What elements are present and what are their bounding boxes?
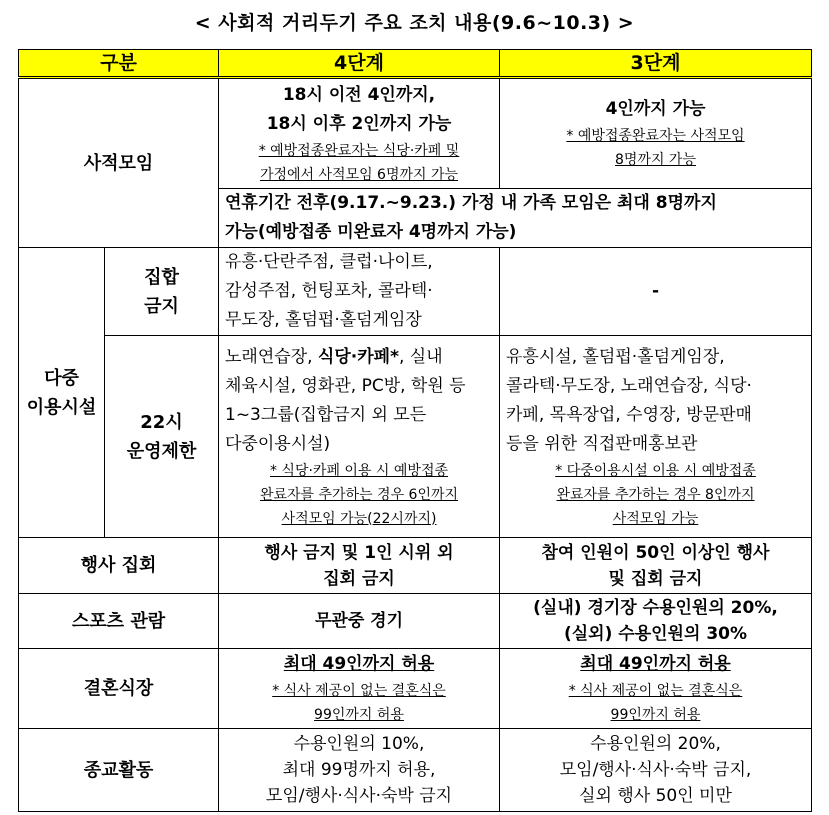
- limit-label-line: 운영제한: [126, 440, 197, 462]
- wedding-label: 결혼식장: [19, 649, 219, 729]
- sports-stage4: 무관중 경기: [219, 594, 500, 649]
- header-stage3: 3단계: [500, 50, 812, 78]
- limit-stage3-note: 사적모임 가능: [612, 510, 699, 527]
- ban-label-line: 집합: [144, 266, 179, 288]
- limit-stage4: [219, 336, 500, 538]
- limit-stage4-note: * 식당·카페 이용 시 예방접종: [269, 462, 448, 479]
- limit-stage3-note: * 다중이용시설 이용 시 예방접종: [555, 462, 756, 479]
- holiday-note: [219, 189, 812, 248]
- wedding-stage4-note: * 식사 제공이 없는 결혼식은: [272, 683, 446, 699]
- ban-row: [19, 248, 812, 336]
- sports-stage3-line: (실외) 수용인원의 30%: [563, 624, 748, 644]
- limit-stage3-line: 유흥시설, 홀덤펍·홀덤게임장,: [506, 346, 725, 367]
- limit-text-bold: 식당·카페*: [317, 346, 399, 367]
- holiday-text: 연휴기간 전후(9.17.~9.23.) 가정 내 가족 모임은 최대 8명까지: [225, 193, 717, 213]
- private-gathering-label: 사적모임: [19, 78, 219, 248]
- religion-stage3-line: 수용인원의 20%,: [590, 734, 721, 754]
- limit-stage3-note: 완료자를 추가하는 경우 8인까지: [556, 486, 755, 503]
- limit-stage4-line: [225, 343, 493, 372]
- limit-stage3-line: 콜라텍·무도장, 노래연습장, 식당·: [506, 375, 752, 396]
- events-stage4-line: 행사 금지 및 1인 시위 외: [264, 542, 454, 563]
- ban-stage4: [219, 248, 500, 336]
- religion-stage4-line: 모임/행사·식사·숙박 금지: [265, 786, 453, 806]
- private-gathering-row: [19, 78, 812, 189]
- religion-stage4: [219, 729, 500, 812]
- header-row: [19, 50, 812, 78]
- limit-stage4-note: 사적모임 가능(22시까지): [281, 510, 437, 527]
- religion-row: [19, 729, 812, 812]
- events-row: [19, 538, 812, 594]
- wedding-stage4-note: 99인까지 허용: [314, 707, 404, 723]
- religion-stage3-line: 실외 행사 50인 미만: [579, 786, 732, 806]
- limit-stage3-line: 카페, 목욕장업, 수영장, 방문판매: [506, 404, 752, 425]
- limit-stage4-note: 완료자를 추가하는 경우 6인까지: [259, 486, 459, 503]
- religion-stage3-line: 모임/행사·식사·숙박 금지,: [559, 760, 752, 780]
- stage4-note: * 예방접종완료자는 식당·카페 및: [258, 142, 460, 159]
- ban-stage3: -: [500, 248, 812, 336]
- wedding-row: [19, 649, 812, 729]
- multi-use-label-line: 이용시설: [26, 396, 97, 418]
- limit-stage4-line: 다중이용시설): [225, 433, 331, 454]
- religion-stage3: [500, 729, 812, 812]
- ban-stage4-line: 감성주점, 헌팅포차, 콜라텍·: [225, 281, 433, 301]
- private-gathering-stage3: [500, 78, 812, 189]
- events-stage4-line: 집회 금지: [323, 568, 395, 589]
- multi-use-label: [19, 248, 105, 538]
- header-category: 구분: [19, 50, 219, 78]
- limit-text: 노래연습장,: [225, 346, 318, 367]
- sports-row: [19, 594, 812, 649]
- page-title: < 사회적 거리두기 주요 조치 내용(9.6~10.3) >: [194, 12, 635, 34]
- measures-table: [18, 49, 812, 812]
- ban-label-line: 금지: [144, 295, 179, 317]
- stage3-note: * 예방접종완료자는 사적모임: [566, 128, 745, 144]
- limit-text: , 실내: [398, 346, 443, 367]
- stage3-text: 4인까지 가능: [605, 99, 706, 119]
- events-stage3-line: 및 집회 금지: [608, 568, 703, 589]
- wedding-stage3: [500, 649, 812, 729]
- sports-label: 스포츠 관람: [19, 594, 219, 649]
- ban-label: [105, 248, 219, 336]
- events-label: 행사 집회: [19, 538, 219, 594]
- events-stage3-line: 참여 인원이 50인 이상인 행사: [541, 542, 770, 563]
- holiday-text: 가능(예방접종 미완료자 4명까지 가능): [225, 222, 517, 242]
- limit-stage4-line: 체육시설, 영화관, PC방, 학원 등: [225, 375, 466, 396]
- religion-label: 종교활동: [19, 729, 219, 812]
- wedding-stage3-note: * 식사 제공이 없는 결혼식은: [568, 683, 743, 699]
- limit-label: [105, 336, 219, 538]
- sports-stage3-line: (실내) 경기장 수용인원의 20%,: [533, 598, 778, 618]
- wedding-stage3-line: 최대 49인까지 허용: [580, 654, 731, 674]
- wedding-stage3-note: 99인까지 허용: [610, 707, 701, 723]
- religion-stage4-line: 최대 99명까지 허용,: [282, 760, 436, 780]
- ban-stage4-line: 무도장, 홀덤펍·홀덤게임장: [225, 310, 422, 330]
- stage3-note: 8명까지 가능: [615, 152, 696, 168]
- private-gathering-stage4: [219, 78, 500, 189]
- header-stage4: 4단계: [219, 50, 500, 78]
- ban-stage4-line: 유흥·단란주점, 클럽·나이트,: [225, 252, 433, 272]
- wedding-stage4-line: 최대 49인까지 허용: [283, 654, 435, 674]
- limit-stage3-line: 등을 위한 직접판매홍보관: [506, 433, 698, 454]
- stage4-text: 18시 이후 2인까지 가능: [266, 113, 452, 134]
- stage4-text: 18시 이전 4인까지,: [282, 84, 436, 105]
- religion-stage4-line: 수용인원의 10%,: [293, 734, 425, 754]
- limit-stage3: [500, 336, 812, 538]
- events-stage4: [219, 538, 500, 594]
- limit-label-line: 22시: [140, 411, 183, 433]
- stage4-note: 가정에서 사적모임 6명까지 가능: [259, 166, 459, 183]
- limit-stage4-line: 1~3그룹(집합금지 외 모든: [225, 404, 427, 425]
- limit-row: [19, 336, 812, 538]
- wedding-stage4: [219, 649, 500, 729]
- sports-stage3: [500, 594, 812, 649]
- multi-use-label-line: 다중: [44, 367, 79, 389]
- events-stage3: [500, 538, 812, 594]
